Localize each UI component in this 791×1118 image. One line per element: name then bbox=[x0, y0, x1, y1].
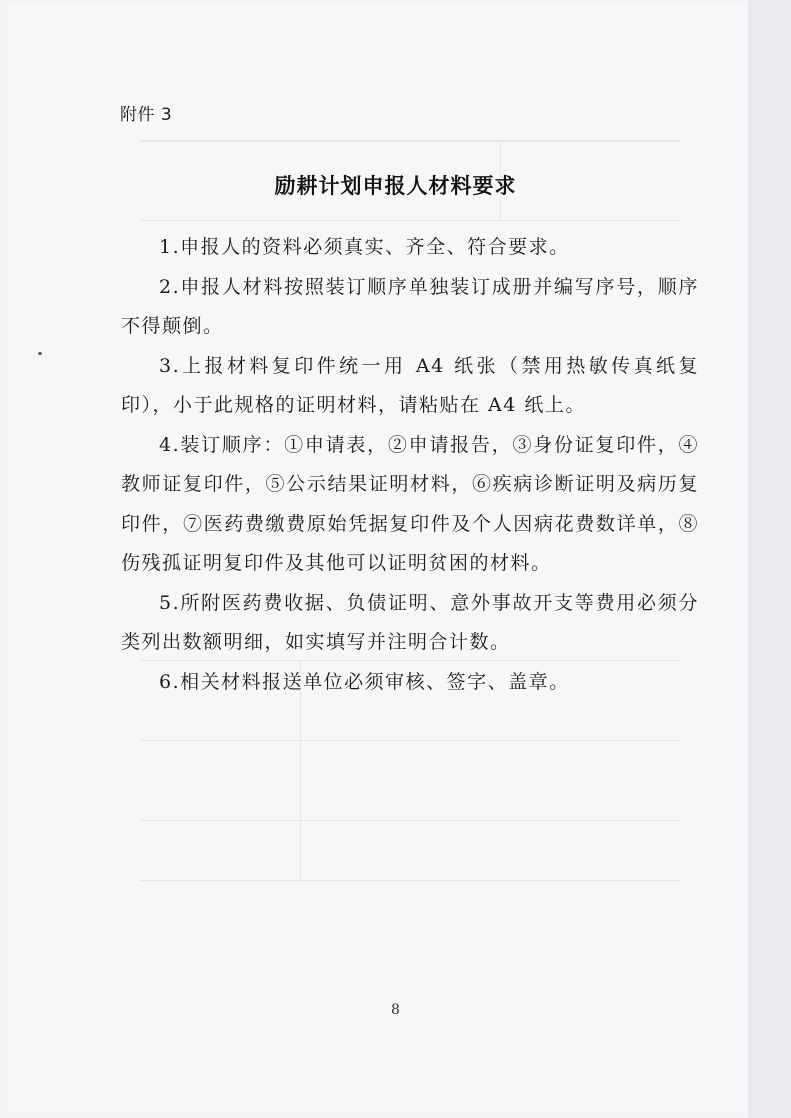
scan-speck bbox=[38, 352, 42, 355]
attachment-label: 附件 3 bbox=[120, 105, 173, 125]
requirement-item: 1.申报人的资料必须真实、齐全、符合要求。 bbox=[159, 236, 570, 258]
requirements-list bbox=[121, 228, 699, 702]
requirement-item: 2.申报人材料按照装订顺序单独装订成册并编写序号，顺序不得颠倒。 bbox=[121, 275, 699, 337]
requirement-item: 3.上报材料复印件统一用 A4 纸张（禁用热敏传真纸复印），小于此规格的证明材料，请粘贴在 A4 纸上。 bbox=[121, 354, 699, 416]
requirement-item: 5.所附医药费收据、负债证明、意外事故开支等费用必须分类列出数额明细，如实填写并注明合计数。 bbox=[121, 591, 699, 653]
page-number: 8 bbox=[391, 1002, 400, 1018]
document-title: 励耕计划申报人材料要求 bbox=[274, 174, 517, 198]
requirement-item: 6.相关材料报送单位必须审核、签字、盖章。 bbox=[159, 670, 570, 693]
scan-edge bbox=[748, 0, 791, 1118]
requirement-item: 4.装订顺序：①申请表，②申请报告，③身份证复印件，④教师证复印件，⑤公示结果证明材料，⑥疾病诊断证明及病历复印件，⑦医药费缴费原始凭据复印件及个人因病花费数详单，⑧伤残孤证明复印件及其他可以证明贫困的材料。 bbox=[121, 433, 699, 574]
